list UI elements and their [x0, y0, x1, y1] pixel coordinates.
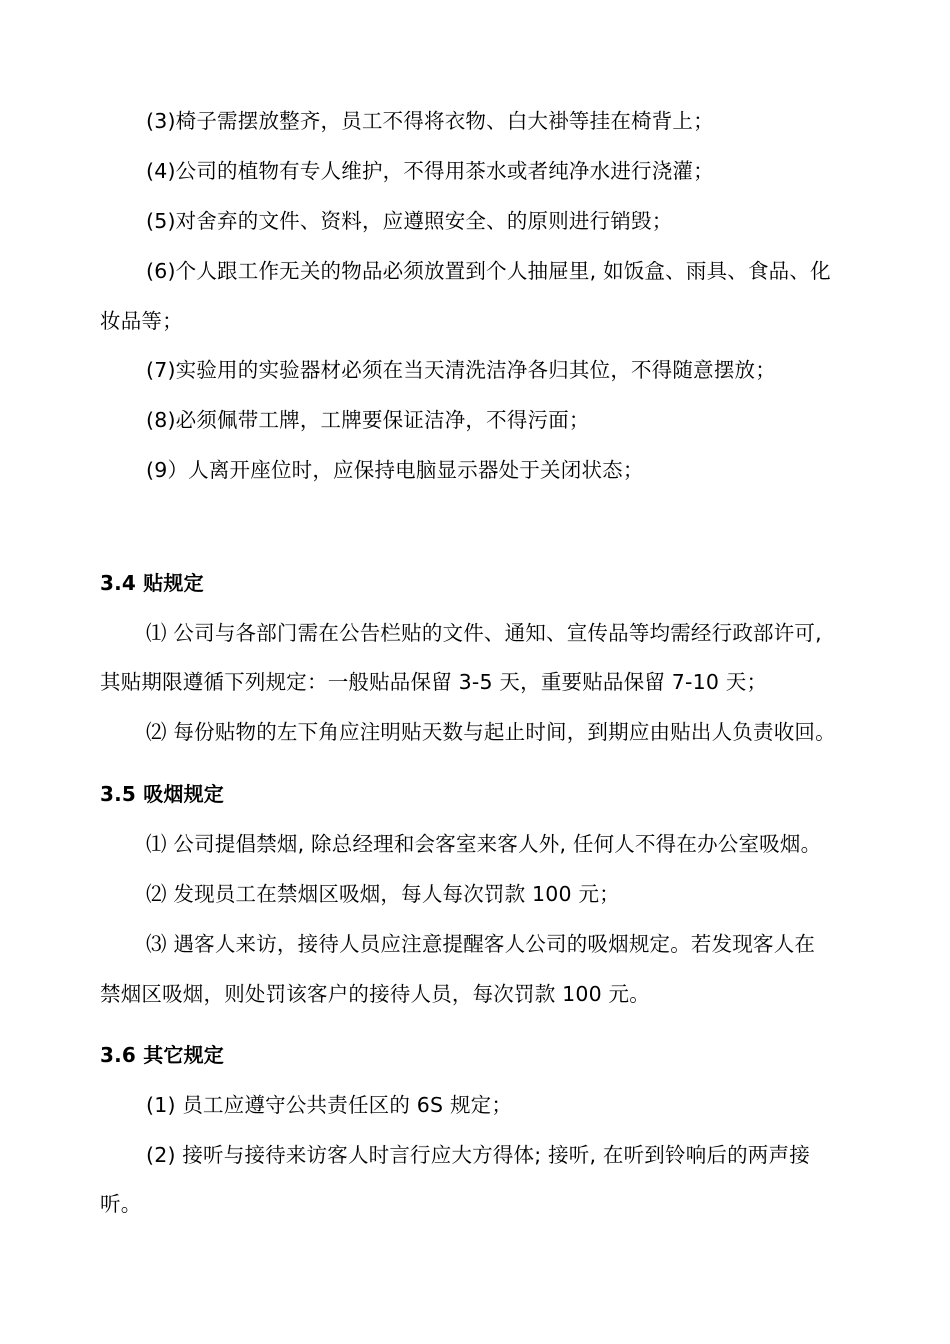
list-item: (5)对舍弃的文件、资料，应遵照安全、的原则进行销毁； — [146, 209, 673, 233]
paragraph-line: ⑵ 发现员工在禁烟区吸烟，每人每次罚款 100 元； — [146, 882, 620, 906]
paragraph-line: ⑴ 公司提倡禁烟, 除总经理和会客室来客人外, 任何人不得在办公室吸烟。 — [146, 832, 822, 856]
list-item: (3)椅子需摆放整齐，员工不得将衣物、白大褂等挂在椅背上； — [146, 109, 714, 133]
paragraph-line: 禁烟区吸烟，则处罚该客户的接待人员，每次罚款 100 元。 — [100, 982, 650, 1006]
paragraph-line: ⑵ 每份贴物的左下角应注明贴天数与起止时间，到期应由贴出人负责收回。 — [146, 720, 836, 744]
paragraph-line: (1) 员工应遵守公共责任区的 6S 规定； — [146, 1093, 513, 1117]
list-item: (4)公司的植物有专人维护，不得用茶水或者纯净水进行浇灌； — [146, 159, 714, 183]
list-item: (7)实验用的实验器材必须在当天清洗洁净各归其位，不得随意摆放； — [146, 358, 776, 382]
section-heading: 3.5 吸烟规定 — [100, 782, 224, 806]
list-item: (8)必须佩带工牌，工牌要保证洁净，不得污面； — [146, 408, 590, 432]
section-heading: 3.4 贴规定 — [100, 571, 204, 595]
paragraph-line: 听。 — [100, 1192, 142, 1216]
paragraph-line: 其贴期限遵循下列规定：一般贴品保留 3-5 天，重要贴品保留 7-10 天； — [100, 670, 768, 694]
paragraph-line: ⑶ 遇客人来访，接待人员应注意提醒客人公司的吸烟规定。若发现客人在 — [146, 932, 816, 956]
paragraph-line: (2) 接听与接待来访客人时言行应大方得体; 接听, 在听到铃响后的两声接 — [146, 1143, 810, 1167]
paragraph-line: ⑴ 公司与各部门需在公告栏贴的文件、通知、宣传品等均需经行政部许可, — [146, 621, 822, 645]
list-item: (9）人离开座位时，应保持电脑显示器处于关闭状态； — [146, 458, 644, 482]
list-item-continuation: 妆品等； — [100, 309, 183, 333]
list-item: (6)个人跟工作无关的物品必须放置到个人抽屉里, 如饭盒、雨具、食品、化 — [146, 259, 831, 283]
section-heading: 3.6 其它规定 — [100, 1043, 224, 1067]
